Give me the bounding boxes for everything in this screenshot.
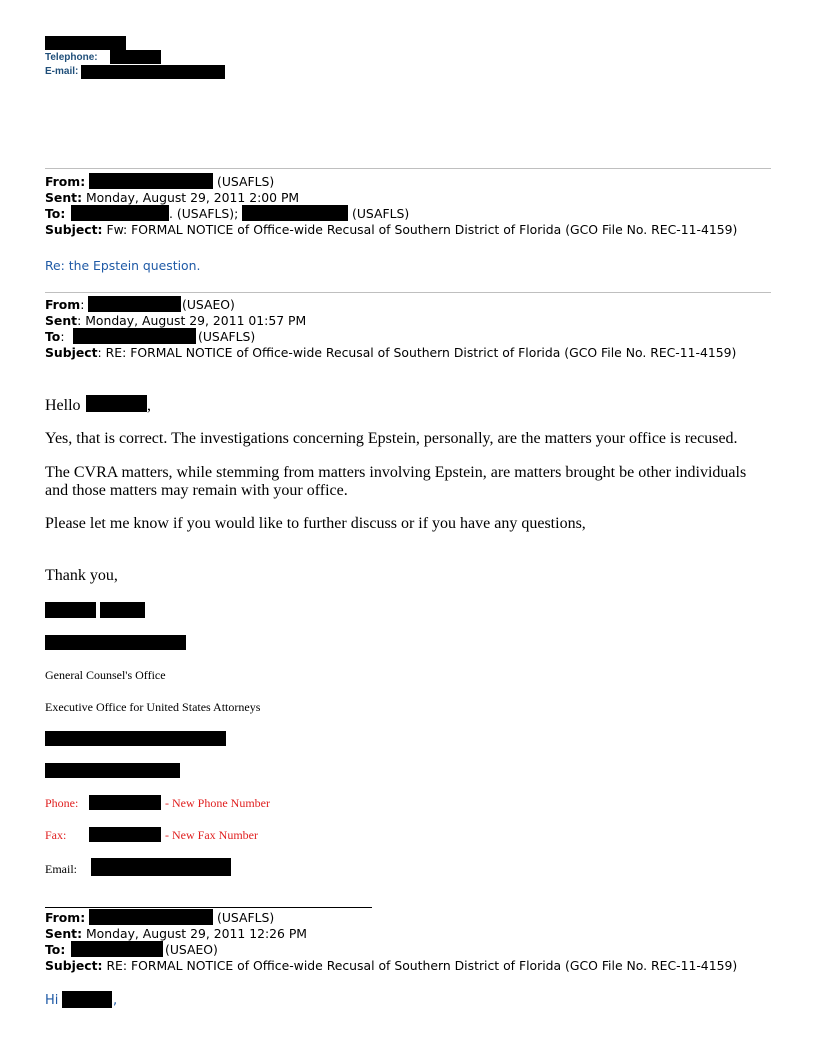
email1-subject — [45, 222, 737, 238]
email3-from — [45, 910, 275, 926]
separator-line — [45, 292, 771, 293]
email2-sent — [45, 313, 306, 329]
email2-subject — [45, 345, 736, 361]
redaction-box — [89, 173, 213, 189]
redaction-box — [86, 395, 147, 412]
redaction-box — [45, 731, 226, 746]
to-suffix: (USAEO) — [165, 942, 218, 957]
greeting-end: , — [147, 397, 151, 414]
closing: Thank you, — [45, 567, 118, 584]
email1-from — [45, 174, 275, 190]
from-suffix: (USAFLS) — [217, 910, 275, 925]
signature-office: General Counsel's Office — [45, 668, 166, 682]
subject-value: RE: FORMAL NOTICE of Office-wide Recusal of Southern District of Florida (GCO File No. REC-11-4159) — [106, 958, 738, 973]
redaction-box — [242, 205, 348, 221]
email2-to: To: (USAFLS) — [45, 329, 256, 344]
subject-label: Subject: — [45, 222, 103, 237]
sent-value: Monday, August 29, 2011 2:00 PM — [85, 190, 300, 205]
email-label: E-mail: — [45, 66, 79, 77]
email3-to — [45, 942, 218, 958]
sent-label: Sent: — [45, 190, 83, 205]
redaction-box — [89, 827, 161, 842]
greeting-word: Hi — [45, 993, 59, 1008]
redaction-box — [89, 909, 213, 925]
email3-greeting — [45, 993, 118, 1008]
phone-note: - New Phone Number — [165, 796, 270, 810]
to-suffix: (USAFLS) — [198, 329, 256, 344]
subject-value: Fw: FORMAL NOTICE of Office-wide Recusal of Southern District of Florida (GCO File No. REC-11-4159) — [106, 222, 738, 237]
telephone-label: Telephone: — [45, 52, 98, 63]
redaction-box — [62, 991, 112, 1008]
subject-value: : RE: FORMAL NOTICE of Office-wide Recusal of Southern District of Florida (GCO File No. REC-11-4159) — [97, 345, 737, 360]
subject-label: Subject: — [45, 958, 103, 973]
to-label: To: — [45, 942, 66, 957]
email3-subject — [45, 958, 737, 974]
separator-line — [45, 168, 771, 169]
redaction-box — [81, 65, 225, 79]
subject-label: Subject — [45, 345, 98, 360]
redaction-box — [45, 763, 180, 778]
redaction-box — [71, 205, 169, 221]
fax-note: - New Fax Number — [165, 828, 258, 842]
to-label: To — [45, 329, 61, 344]
redaction-box — [45, 36, 126, 50]
paragraph-3: Please let me know if you would like to further discuss or if you have any questions, — [45, 515, 586, 532]
redaction-box — [73, 328, 196, 344]
paragraph-2-line-2: and those matters may remain with your office. — [45, 482, 348, 499]
email3-sent — [45, 926, 307, 942]
sent-value: Monday, August 29, 2011 12:26 PM — [85, 926, 308, 941]
redaction-box — [71, 941, 163, 957]
fax-label: Fax: — [45, 828, 67, 842]
redaction-box — [91, 858, 231, 876]
sent-value: : Monday, August 29, 2011 01:57 PM — [77, 313, 307, 328]
email1-body: Re: the Epstein question. — [45, 258, 201, 273]
greeting-line — [45, 396, 151, 415]
to-suffix: (USAFLS) — [352, 206, 410, 221]
paragraph-2-line-1: The CVRA matters, while stemming from matters involving Epstein, are matters brought be other individuals — [45, 464, 747, 481]
redaction-box — [110, 50, 161, 64]
greeting-end: , — [113, 993, 118, 1008]
redaction-box — [89, 795, 161, 810]
from-suffix: (USAEO) — [182, 297, 235, 312]
to-label: To: — [45, 206, 66, 221]
sent-label: Sent — [45, 313, 78, 328]
separator-line — [45, 907, 372, 908]
sent-label: Sent: — [45, 926, 83, 941]
from-label: From: — [45, 910, 86, 925]
email-sig-label: Email: — [45, 862, 77, 876]
from-label: From — [45, 297, 81, 312]
redaction-box — [45, 602, 96, 618]
redaction-box — [45, 635, 186, 650]
redaction-box — [100, 602, 145, 618]
redaction-box — [88, 296, 181, 312]
email1-to — [45, 206, 410, 222]
email2-from: From: (USAEO) — [45, 297, 235, 312]
email1-sent — [45, 190, 299, 206]
paragraph-1: Yes, that is correct. The investigations concerning Epstein, personally, are the matters your office is recused. — [45, 430, 738, 447]
phone-label: Phone: — [45, 796, 79, 810]
greeting-word: Hello — [45, 397, 81, 414]
to-mid: . (USAFLS); — [169, 206, 239, 221]
signature-agency: Executive Office for United States Attorneys — [45, 700, 261, 714]
from-label: From: — [45, 174, 86, 189]
from-suffix: (USAFLS) — [217, 174, 275, 189]
